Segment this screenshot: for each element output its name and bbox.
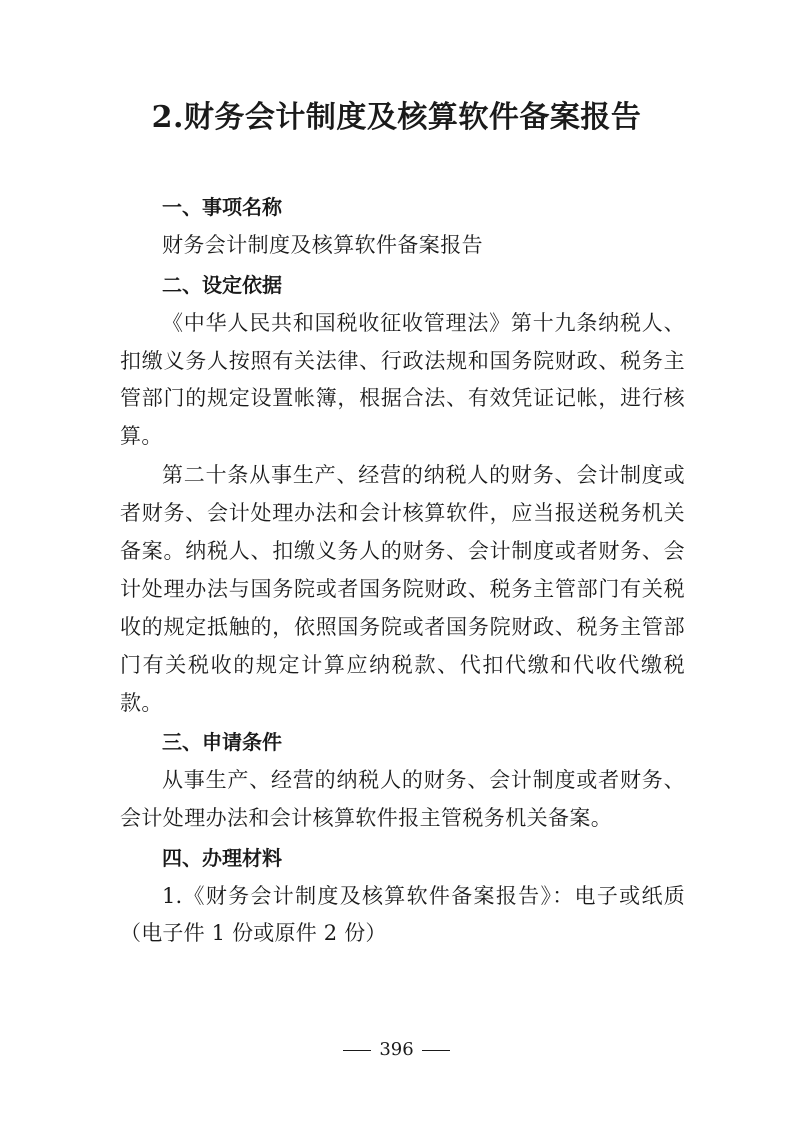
footer-dash-right bbox=[422, 1050, 450, 1051]
section-heading: 一、事项名称 bbox=[162, 195, 282, 219]
section-heading: 三、申请条件 bbox=[162, 729, 282, 754]
section-application-conditions bbox=[120, 722, 685, 838]
section-item-name bbox=[120, 187, 685, 265]
section-paragraph: 财务会计制度及核算软件备案报告 bbox=[162, 233, 483, 257]
section-legal-basis bbox=[120, 265, 685, 722]
page-number: 396 bbox=[379, 1039, 414, 1060]
section-heading: 二、设定依据 bbox=[162, 272, 282, 297]
section-paragraph: 第二十条从事生产、经营的纳税人的财务、会计制度或者财务、会计处理办法和会计核算软件，应当报送税务机关备案。纳税人、扣缴义务人的财务、会计制度或者财务、会计处理办法与国务院或者国务院财政、税务主管部门有关税收的规定抵触的，依照国务院或者国务院财政、税务主管部门有关税收的规定计算应纳税款、代扣代缴和代收代缴税款。 bbox=[120, 462, 685, 715]
document-body bbox=[120, 187, 685, 953]
document-title: 2.财务会计制度及核算软件备案报告 bbox=[151, 100, 642, 135]
section-heading: 四、办理材料 bbox=[162, 845, 282, 870]
footer-dash-left bbox=[343, 1050, 371, 1051]
page-footer bbox=[0, 1038, 793, 1062]
material-list-item: 1.《财务会计制度及核算软件备案报告》：电子或纸质（电子件 1 份或原件 2 份） bbox=[120, 883, 685, 946]
section-paragraph: 《中华人民共和国税收征收管理法》第十九条纳税人、扣缴义务人按照有关法律、行政法规和国务院财政、税务主管部门的规定设置帐簿，根据合法、有效凭证记帐，进行核算。 bbox=[120, 310, 685, 449]
section-required-materials bbox=[120, 838, 685, 954]
section-paragraph: 从事生产、经营的纳税人的财务、会计制度或者财务、会计处理办法和会计核算软件报主管税务机关备案。 bbox=[120, 767, 685, 830]
